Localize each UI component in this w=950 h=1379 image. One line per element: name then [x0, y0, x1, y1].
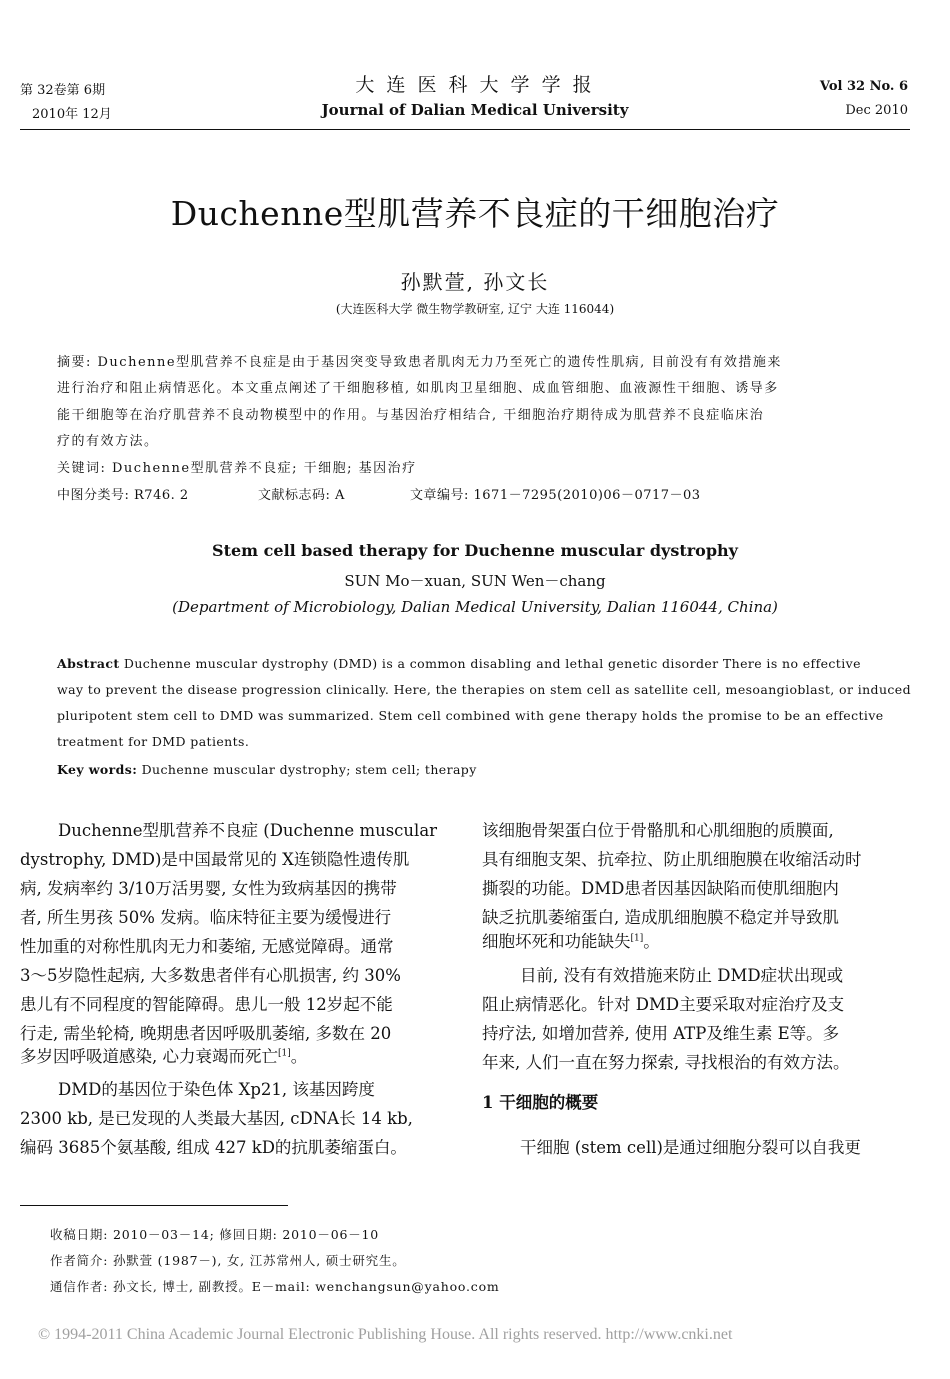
body-right-line: 撕裂的功能。DMD患者因基因缺陷而使肌细胞内	[482, 879, 839, 898]
citation-ref[interactable]: [1]	[278, 1048, 291, 1059]
abstract-cn-line: 摘要: Duchenne型肌营养不良症是由于基因突变导致患者肌肉无力乃至死亡的遗传性肌病, 目前没有有效措施来	[57, 355, 782, 370]
abstract-en-line: Duchenne muscular dystrophy (DMD) is a common disabling and lethal genetic disorder There is no effective	[123, 656, 861, 671]
body-right-line: 缺乏抗肌萎缩蛋白, 造成肌细胞膜不稳定并导致肌	[482, 908, 839, 927]
volume-en: Vol 32 No. 6	[819, 79, 908, 94]
copyright-notice: © 1994-2011 China Academic Journal Electronic Publishing House. All rights reserved. http://www.cnki.net	[38, 1326, 733, 1343]
body-right-line: 具有细胞支架、抗牵拉、防止肌细胞膜在收缩活动时	[482, 850, 862, 869]
body-right-line: 目前, 没有有效措施来防止 DMD症状出现或	[520, 966, 844, 985]
body-right-line: 阻止病情恶化。针对 DMD主要采取对症治疗及支	[482, 995, 845, 1014]
body-right-line: 细胞坏死和功能缺失	[482, 932, 631, 951]
abstract-cn-line: 疗的有效方法。	[57, 434, 159, 449]
header-rule	[20, 129, 910, 130]
article-title: Duchenne型肌营养不良症的干细胞治疗	[170, 194, 780, 233]
footnote-correspondence: 通信作者: 孙文长, 博士, 副教授。E－mail: wenchangsun@yahoo.com	[50, 1279, 500, 1294]
body-left-line: 病, 发病率约 3/10万活男婴, 女性为致病基因的携带	[20, 879, 397, 898]
english-title: Stem cell based therapy for Duchenne muscular dystrophy	[212, 541, 738, 560]
body-right-line: 该细胞骨架蛋白位于骨骼肌和心肌细胞的质膜面,	[482, 821, 834, 840]
abstract-en-line: way to prevent the disease progression clinically. Here, the therapies on stem cell as satellite cell, mesoangioblast, or induced	[57, 682, 911, 697]
keywords-en-label: Key words:	[57, 762, 138, 777]
footnote-author-bio: 作者简介: 孙默萱 (1987－), 女, 江苏常州人, 硕士研究生。	[50, 1253, 406, 1268]
body-left-line: 多岁因呼吸道感染, 心力衰竭而死亡	[20, 1047, 278, 1066]
body-left-line: 患儿有不同程度的智能障碍。患儿一般 12岁起不能	[20, 995, 393, 1014]
abstract-cn-line: 进行治疗和阻止病情恶化。本文重点阐述了干细胞移植, 如肌肉卫星细胞、成血管细胞、血液源性干细胞、诱导多	[57, 381, 779, 396]
issue-cn: 第 32卷第 6期	[20, 83, 106, 98]
date-en: Dec 2010	[845, 103, 908, 118]
body-right-line: 年来, 人们一直在努力探索, 寻找根治的有效方法。	[482, 1053, 850, 1072]
affiliation: (大连医科大学 微生物学教研室, 辽宁 大连 116044)	[335, 302, 615, 316]
english-affiliation: (Department of Microbiology, Dalian Medical University, Dalian 116044, China)	[172, 598, 778, 616]
body-right-line: 干细胞 (stem cell)是通过细胞分裂可以自我更	[520, 1138, 861, 1157]
footnote-received: 收稿日期: 2010－03－14; 修回日期: 2010－06－10	[50, 1227, 380, 1242]
punctuation: 。	[643, 932, 660, 951]
authors: 孙默萱, 孙文长	[400, 270, 550, 294]
journal-title-en: Journal of Dalian Medical University	[321, 101, 629, 119]
abstract-en-line: pluripotent stem cell to DMD was summarized. Stem cell combined with gene therapy holds the promise to be an effective	[57, 708, 884, 723]
body-left-line: Duchenne型肌营养不良症 (Duchenne muscular	[58, 821, 438, 840]
body-right-line: 持疗法, 如增加营养, 使用 ATP及维生素 E等。多	[482, 1024, 840, 1043]
body-left-line: 2300 kb, 是已发现的人类最大基因, cDNA长 14 kb,	[20, 1109, 413, 1128]
body-left-line: DMD的基因位于染色体 Xp21, 该基因跨度	[58, 1080, 375, 1099]
body-left-line: 3～5岁隐性起病, 大多数患者伴有心肌损害, 约 30%	[20, 966, 401, 985]
document-code: 文献标志码: A	[258, 488, 345, 503]
journal-title-cn: 大 连 医 科 大 学 学 报	[355, 74, 595, 96]
body-left-line: 行走, 需坐轮椅, 晚期患者因呼吸肌萎缩, 多数在 20	[20, 1024, 392, 1043]
body-left-line: 性加重的对称性肌肉无力和萎缩, 无感觉障碍。通常	[20, 937, 394, 956]
footnote-rule	[20, 1205, 288, 1206]
punctuation: 。	[290, 1047, 308, 1066]
keywords-en: Duchenne muscular dystrophy; stem cell; therapy	[141, 762, 477, 777]
date-cn: 2010年 12月	[32, 107, 112, 122]
abstract-en-label: Abstract	[57, 656, 120, 671]
section-heading: 1 干细胞的概要	[482, 1093, 599, 1112]
keywords-cn: 关键词: Duchenne型肌营养不良症; 干细胞; 基因治疗	[57, 461, 417, 476]
body-left-line: 者, 所生男孩 50% 发病。临床特征主要为缓慢进行	[20, 908, 392, 927]
body-left-line: 编码 3685个氨基酸, 组成 427 kD的抗肌萎缩蛋白。	[20, 1138, 407, 1157]
body-left-line: dystrophy, DMD)是中国最常见的 X连锁隐性遗传肌	[20, 850, 410, 869]
abstract-en-line: treatment for DMD patients.	[57, 734, 250, 749]
english-authors: SUN Mo－xuan, SUN Wen－chang	[344, 572, 606, 590]
article-number: 文章编号: 1671－7295(2010)06－0717－03	[410, 488, 701, 503]
clc-number: 中图分类号: R746. 2	[57, 488, 189, 503]
citation-ref[interactable]: [1]	[630, 933, 644, 944]
abstract-cn-line: 能干细胞等在治疗肌营养不良动物模型中的作用。与基因治疗相结合, 干细胞治疗期待成为肌营养不良症临床治	[57, 408, 765, 423]
